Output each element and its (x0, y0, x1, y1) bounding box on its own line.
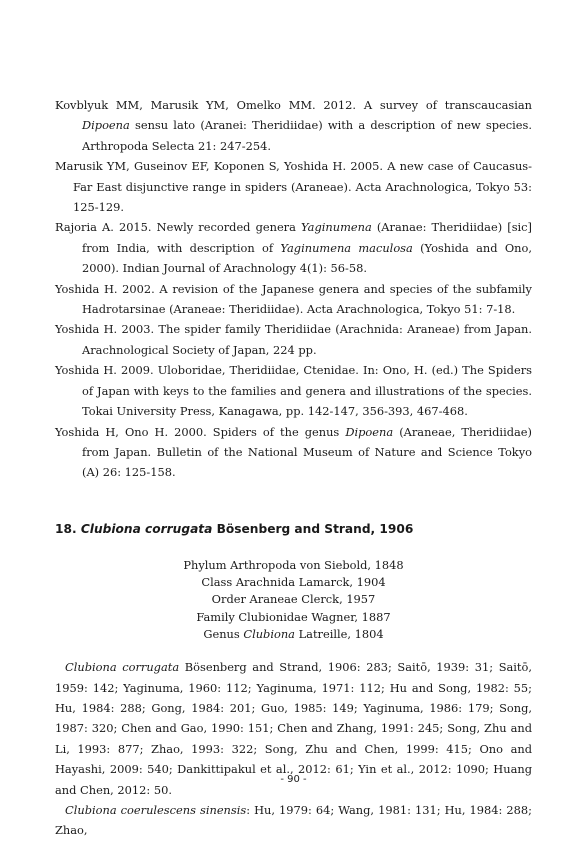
taxon-name: Dipoena (345, 424, 394, 439)
taxon-name: Dipoena (82, 118, 130, 133)
reference-item: Yoshida H. 2009. Uloboridae, Theridiidae, Ctenidae. In: Ono, H. (ed.) The Spiders of Japan with keys to the families and genera and illustrations of the species. Tokai University Press, Kanagawa, pp. 142-147, 356-393, 467-468. (55, 363, 532, 419)
taxon-name: Clubiona corrugata (65, 660, 180, 675)
taxon-name: Clubiona coerulescens sinensis (65, 803, 247, 818)
taxonomy-block (55, 557, 532, 643)
page-number: - 90 - (280, 774, 307, 785)
synonymy-paragraph: Clubiona corrugata Bösenberg and Strand, 1906: 283; Saitō, 1939: 31; Saitō, 1959: 142; Yaginuma, 1960: 112; Yaginuma, 1971: 112; Hu and Song, 1982: 55; Hu, 1984: 288; Gong, 1984: 201; Guo, 1985: 149; Yaginuma, 1986: 179; Song, 1987: 320; Chen and Gao, 1990: 151; Chen and Zhang, 1991: 245; Song, Zhu and Li, 1993: 877; Zhao, 1993: 322; Song, Zhu and Chen, 1999: 415; Ono and Hayashi, 2009: 540; Dankittipakul et al., 2012: 61; Yin et al., 2012: 1090; Huang and Chen, 2012: 50. (55, 660, 532, 797)
taxon-name: Yaginumena (301, 220, 372, 235)
species-name: Clubiona corrugata (80, 521, 213, 536)
section-heading: 18. Clubiona corrugata Bösenberg and Strand, 1906 (55, 521, 414, 536)
taxonomy-genus: Genus Clubiona Latreille, 1804 (203, 626, 384, 641)
reference-item: Yoshida H, Ono H. 2000. Spiders of the genus Dipoena (Araneae, Theridiidae) from Japan. Bulletin of the National Museum of Nature and Science Tokyo (A) 26: 125-158. (55, 424, 532, 480)
taxonomy-phylum: Phylum Arthropoda von Siebold, 1848 (183, 557, 404, 572)
reference-item: Marusik YM, Guseinov EF, Koponen S, Yoshida H. 2005. A new case of Caucasus-Far East disjunctive range in spiders (Araneae). Acta Arachnologica, Tokyo 53: 125-129. (55, 159, 532, 215)
reference-item: Rajoria A. 2015. Newly recorded genera Yaginumena (Aranae: Theridiidae) [sic] from India, with description of Yaginumena maculosa (Yoshida and Ono, 2000). Indian Journal of Arachnology 4(1): 56-58. (55, 220, 533, 276)
reference-list (55, 95, 532, 483)
reference-item: Kovblyuk MM, Marusik YM, Omelko MM. 2012. A survey of transcaucasian Dipoena sensu lato (Aranei: Theridiidae) with a description of new species. Arthropoda Selecta 21: 247-254. (55, 98, 532, 153)
reference-item: Yoshida H. 2003. The spider family Theridiidae (Arachnida: Araneae) from Japan. Arachnological Society of Japan, 224 pp. (55, 322, 532, 357)
synonymy-text (55, 657, 532, 841)
taxon-name: Yaginumena maculosa (280, 240, 413, 255)
synonymy-paragraph: Clubiona coerulescens sinensis: Hu, 1979: 64; Wang, 1981: 131; Hu, 1984: 288; Zhao, (55, 803, 532, 838)
reference-item: Yoshida H. 2002. A revision of the Japanese genera and species of the subfamily Hadrotarsinae (Araneae: Theridiidae). Acta Arachnologica, Tokyo 51: 7-18. (55, 281, 532, 317)
page-content (55, 95, 532, 841)
taxonomy-order: Order Araneae Clerck, 1957 (211, 592, 376, 607)
taxonomy-class: Class Arachnida Lamarck, 1904 (201, 575, 386, 590)
taxonomy-family: Family Clubionidae Wagner, 1887 (196, 609, 391, 624)
